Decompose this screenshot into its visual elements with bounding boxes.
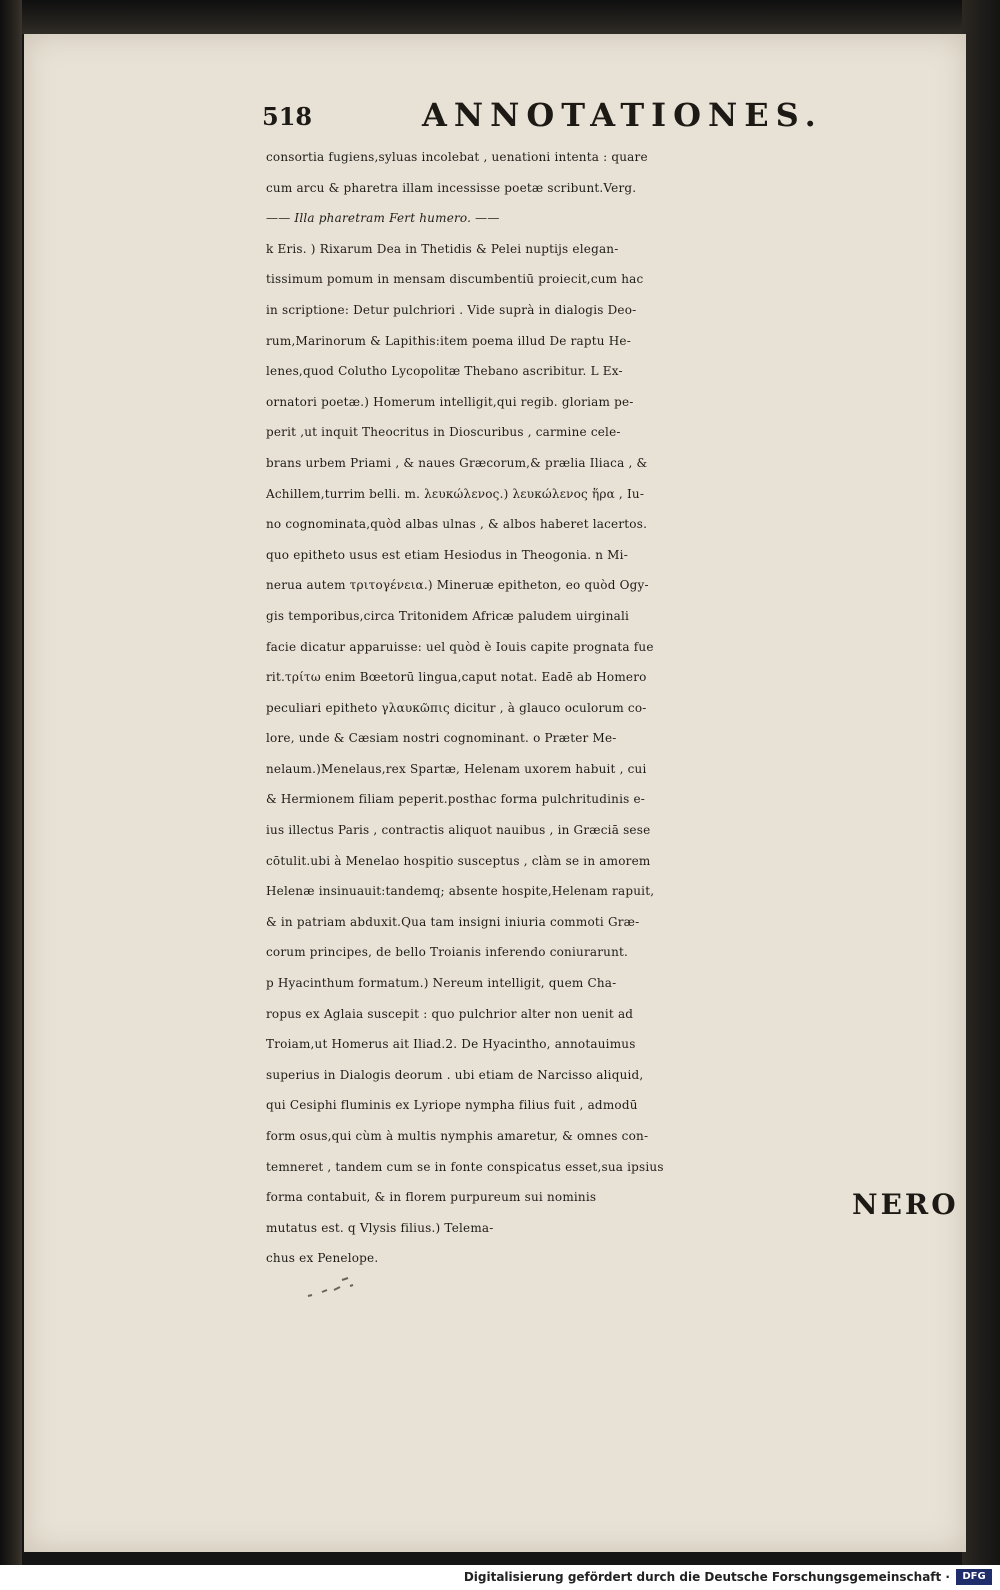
text-line: Helenæ insinuauit:tandemq; absente hospite,Helenam rapuit,	[266, 884, 655, 899]
text-line: tissimum pomum in mensam discumbentiū proiecit,cum hac	[266, 272, 644, 287]
text-line: perit ,ut inquit Theocritus in Dioscuribus , carmine cele-	[266, 425, 621, 440]
text-line: lore, unde & Cæsiam nostri cognominant. o Præter Me-	[266, 731, 617, 746]
dfg-logo: DFG	[956, 1569, 992, 1585]
stray-ink-marks	[300, 1270, 380, 1320]
text-line: k Eris. ) Rixarum Dea in Thetidis & Pelei nuptijs elegan-	[266, 241, 619, 256]
text-line: ornatori poetæ.) Homerum intelligit,qui regib. gloriam pe-	[266, 394, 634, 409]
text-line: lenes,quod Colutho Lycopolitæ Thebano ascribitur. L Ex-	[266, 364, 623, 379]
text-line: facie dicatur apparuisse: uel quòd è Iouis capite prognata fue	[266, 639, 654, 654]
text-line: chus ex Penelope.	[266, 1251, 379, 1266]
footer-bar	[0, 1565, 1000, 1590]
text-line: rum,Marinorum & Lapithis:item poema illud De raptu He-	[266, 333, 631, 348]
text-line: brans urbem Priami , & naues Græcorum,& prælia Iliaca , &	[266, 455, 648, 470]
right-edge-shadow	[962, 0, 1000, 1565]
page-header	[262, 96, 822, 138]
text-line: consortia fugiens,syluas incolebat , uenationi intenta : quare	[266, 150, 648, 164]
text-line: ropus ex Aglaia suscepit : quo pulchrior alter non uenit ad	[266, 1006, 634, 1021]
text-line: rit.τρίτω enim Bœetorū lingua,caput notat. Eadē ab Homero	[266, 670, 647, 685]
text-line: —— Illa pharetram Fert humero. ——	[266, 211, 500, 226]
footer-credit: Digitalisierung gefördert durch die Deutsche Forschungsgemeinschaft ·	[463, 1570, 950, 1584]
text-line: nelaum.)Menelaus,rex Spartæ, Helenam uxorem habuit , cui	[266, 761, 647, 776]
text-line: & in patriam abduxit.Qua tam insigni iniuria commoti Græ-	[266, 914, 640, 929]
text-line: quo epitheto usus est etiam Hesiodus in Theogonia. n Mi-	[266, 547, 628, 562]
text-line: cum arcu & pharetra illam incessisse poetæ scribunt.Verg.	[266, 180, 637, 195]
text-line: in scriptione: Detur pulchriori . Vide suprà in dialogis Deo-	[266, 302, 637, 317]
text-line: & Hermionem filiam peperit.posthac forma pulchritudinis e-	[266, 792, 646, 807]
text-line: forma contabuit, & in florem purpureum sui nominis	[266, 1190, 597, 1205]
text-line: no cognominata,quòd albas ulnas , & albos haberet lacertos.	[266, 517, 648, 532]
book-spine-shadow	[0, 0, 22, 1565]
text-line: mutatus est. q Vlysis filius.) Telema-	[266, 1220, 494, 1235]
body-text	[266, 142, 966, 1274]
top-edge-shadow	[22, 0, 962, 34]
text-line: corum principes, de bello Troianis inferendo coniurarunt.	[266, 945, 629, 960]
catchword: NERO	[852, 1188, 959, 1221]
page-number: 518	[262, 102, 313, 131]
text-line: ius illectus Paris , contractis aliquot nauibus , in Græciā sese	[266, 823, 651, 838]
running-head: ANNOTATIONES.	[422, 96, 823, 134]
text-line: gis temporibus,circa Tritonidem Africæ paludem uirginali	[266, 608, 630, 623]
text-line: peculiari epitheto γλαυκῶπις dicitur , à glauco oculorum co-	[266, 700, 647, 715]
text-line: nerua autem τριτογένεια.) Mineruæ epitheton, eo quòd Ogy-	[266, 578, 649, 593]
text-line: Troiam,ut Homerus ait Iliad.2. De Hyacintho, annotauimus	[266, 1037, 636, 1052]
text-line: temneret , tandem cum se in fonte conspicatus esset,sua ipsius	[266, 1159, 664, 1174]
text-line: p Hyacinthum formatum.) Nereum intelligit, quem Cha-	[266, 976, 617, 991]
text-line: qui Cesiphi fluminis ex Lyriope nympha filius fuit , admodū	[266, 1098, 638, 1113]
text-line: form osus,qui cùm à multis nymphis amaretur, & omnes con-	[266, 1129, 649, 1143]
text-line: Achillem,turrim belli. m. λευκώλενος.) λευκώλενος ἥρα , Iu-	[266, 486, 645, 501]
text-line: cōtulit.ubi à Menelao hospitio susceptus , clàm se in amorem	[266, 853, 651, 868]
text-line: superius in Dialogis deorum . ubi etiam de Narcisso aliquid,	[266, 1067, 644, 1082]
